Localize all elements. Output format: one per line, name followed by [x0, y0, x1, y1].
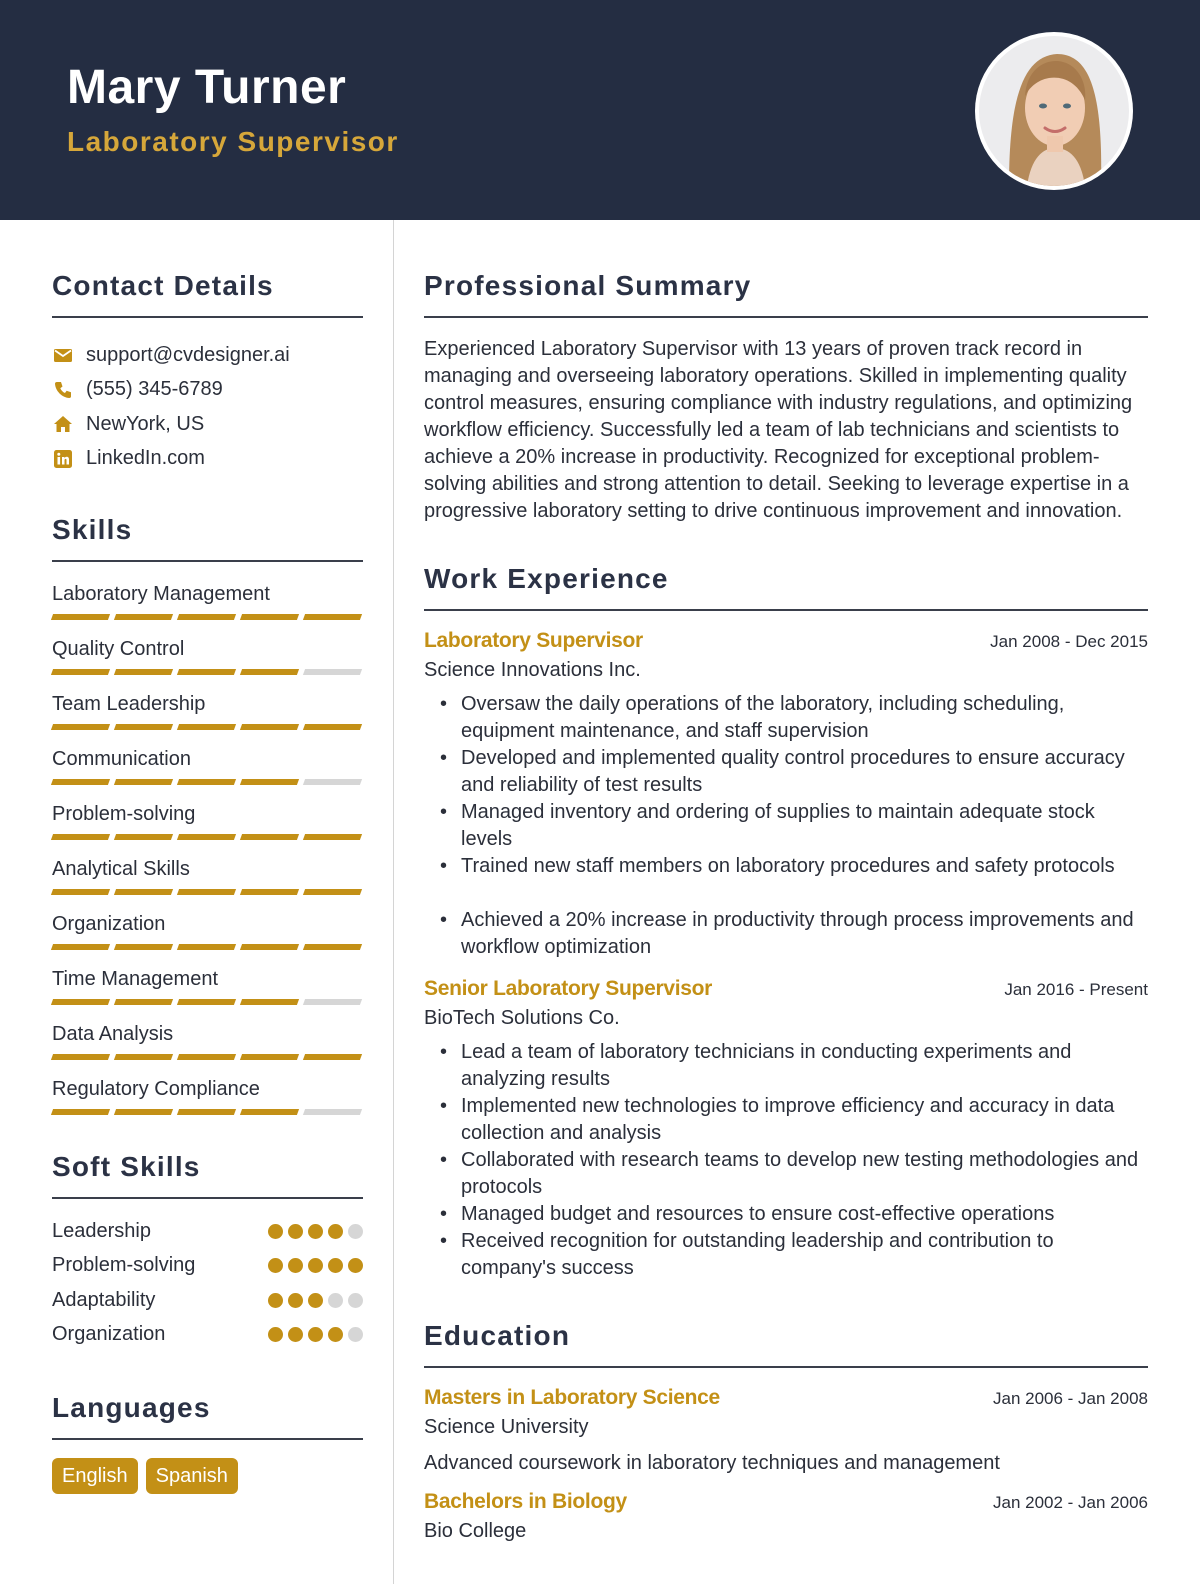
rating-dot [328, 1327, 343, 1342]
soft-skill-rating [268, 1224, 363, 1239]
skill-row [52, 580, 363, 620]
skill-row [52, 800, 363, 840]
avatar [979, 36, 1129, 186]
skill-level-segment [303, 724, 362, 730]
school-name: Bio College [424, 1520, 527, 1542]
job-entry [424, 629, 1148, 961]
skill-level-segment [114, 779, 173, 785]
skill-level-segment [177, 724, 236, 730]
skill-name: Laboratory Management [52, 583, 270, 605]
skill-name: Problem-solving [52, 803, 196, 825]
skill-level-segment [177, 889, 236, 895]
skill-level-segment [303, 779, 362, 785]
profile-photo [975, 32, 1133, 190]
skill-name: Regulatory Compliance [52, 1078, 260, 1100]
job-date: Jan 2016 - Present [1004, 980, 1148, 999]
soft-skill-row [52, 1318, 363, 1353]
skill-level-bars [52, 724, 363, 730]
school-name: Science University [424, 1416, 589, 1438]
left-column [52, 220, 363, 1494]
languages-list [52, 1458, 363, 1494]
job-title: Senior Laboratory Supervisor [424, 977, 713, 1000]
skill-level-bars [52, 944, 363, 950]
skill-level-segment [303, 1054, 362, 1060]
skill-level-segment [51, 1109, 110, 1115]
skill-level-segment [240, 944, 299, 950]
skill-level-bars [52, 1109, 363, 1115]
experience-heading: Work Experience [424, 563, 669, 594]
rating-dot [308, 1293, 323, 1308]
soft-skills-heading: Soft Skills [52, 1151, 201, 1182]
degree-title: Bachelors in Biology [424, 1490, 627, 1513]
job-title: Laboratory Supervisor [424, 629, 643, 652]
skill-level-segment [240, 1109, 299, 1115]
skill-level-segment [177, 944, 236, 950]
skill-level-segment [177, 669, 236, 675]
skill-level-segment [240, 779, 299, 785]
soft-skill-rating [268, 1258, 363, 1273]
rating-dot [268, 1327, 283, 1342]
skill-level-segment [114, 889, 173, 895]
skill-level-segment [114, 1109, 173, 1115]
summary-heading: Professional Summary [424, 270, 752, 301]
candidate-role: Laboratory Supervisor [67, 126, 399, 157]
list-item: • Received recognition for outstanding leadership and contribution to company's success [424, 1228, 1148, 1282]
skill-level-segment [177, 779, 236, 785]
rating-dot [308, 1258, 323, 1273]
skill-level-segment [51, 779, 110, 785]
skill-row [52, 910, 363, 950]
rating-dot [348, 1224, 363, 1239]
contact-phone-text: (555) 345-6789 [86, 378, 223, 401]
list-item: • Managed budget and resources to ensure cost-effective operations [424, 1201, 1148, 1228]
skill-level-segment [114, 999, 173, 1005]
skill-level-bars [52, 999, 363, 1005]
contact-email-text: support@cvdesigner.ai [86, 343, 290, 366]
skill-level-bars [52, 779, 363, 785]
section-divider [52, 1438, 363, 1440]
candidate-name: Mary Turner [67, 61, 347, 114]
contact-linkedin-text: LinkedIn.com [86, 447, 205, 470]
home-icon [52, 413, 74, 435]
rating-dot [308, 1327, 323, 1342]
list-item: • Implemented new technologies to improve efficiency and accuracy in data collection and analysis [424, 1093, 1148, 1147]
soft-skills-list [52, 1214, 363, 1352]
linkedin-icon [52, 448, 74, 470]
skill-level-segment [114, 1054, 173, 1060]
skill-level-segment [51, 889, 110, 895]
skill-level-segment [240, 724, 299, 730]
list-item: • Trained new staff members on laboratory procedures and safety protocols [424, 853, 1148, 880]
skill-name: Time Management [52, 968, 218, 990]
rating-dot [328, 1224, 343, 1239]
language-tag: English [52, 1458, 138, 1494]
skill-row [52, 965, 363, 1005]
column-divider [393, 220, 394, 1584]
skill-level-segment [240, 834, 299, 840]
skill-level-segment [51, 1054, 110, 1060]
rating-dot [308, 1224, 323, 1239]
job-bullets [424, 691, 1148, 961]
skill-level-segment [303, 669, 362, 675]
skills-heading: Skills [52, 514, 133, 545]
section-divider [52, 560, 363, 562]
skill-level-segment [240, 614, 299, 620]
section-divider [52, 316, 363, 318]
skill-row [52, 1075, 363, 1115]
skill-name: Analytical Skills [52, 858, 190, 880]
job-date: Jan 2008 - Dec 2015 [990, 632, 1148, 651]
rating-dot [328, 1293, 343, 1308]
skill-level-segment [240, 889, 299, 895]
skill-level-segment [114, 669, 173, 675]
skill-level-segment [303, 1109, 362, 1115]
skill-level-segment [240, 999, 299, 1005]
skill-level-segment [303, 944, 362, 950]
contact-linkedin[interactable] [52, 442, 363, 477]
skill-level-segment [51, 724, 110, 730]
skill-level-segment [303, 614, 362, 620]
soft-skill-rating [268, 1293, 363, 1308]
education-description: Advanced coursework in laboratory techniques and management [424, 1452, 1000, 1474]
skill-level-segment [303, 834, 362, 840]
rating-dot [288, 1327, 303, 1342]
languages-heading: Languages [52, 1392, 211, 1423]
education-entry [424, 1490, 1148, 1544]
soft-skill-row [52, 1283, 363, 1318]
contact-email[interactable] [52, 338, 363, 373]
skill-name: Team Leadership [52, 693, 206, 715]
skill-level-bars [52, 669, 363, 675]
skill-level-bars [52, 614, 363, 620]
education-date: Jan 2006 - Jan 2008 [992, 1389, 1148, 1408]
rating-dot [348, 1258, 363, 1273]
skill-level-segment [51, 944, 110, 950]
rating-dot [268, 1224, 283, 1239]
contact-phone[interactable] [52, 373, 363, 408]
degree-title: Masters in Laboratory Science [424, 1386, 720, 1409]
soft-skill-name: Leadership [52, 1219, 151, 1242]
resume-header [0, 0, 1200, 220]
soft-skill-name: Adaptability [52, 1288, 156, 1311]
skill-level-segment [240, 669, 299, 675]
skill-name: Organization [52, 913, 166, 935]
list-item: • Managed inventory and ordering of supplies to maintain adequate stock levels [424, 799, 1148, 853]
skill-level-segment [51, 669, 110, 675]
rating-dot [288, 1258, 303, 1273]
section-divider [424, 316, 1148, 318]
soft-skill-name: Problem-solving [52, 1254, 196, 1277]
soft-skill-row [52, 1249, 363, 1284]
company-name: Science Innovations Inc. [424, 659, 641, 681]
skills-list [52, 580, 363, 1115]
phone-icon [52, 379, 74, 401]
soft-skill-rating [268, 1327, 363, 1342]
list-item: • Achieved a 20% increase in productivity through process improvements and workflow optimization [424, 907, 1148, 961]
skill-level-segment [51, 834, 110, 840]
skill-level-segment [303, 999, 362, 1005]
skill-row [52, 855, 363, 895]
skill-level-segment [51, 999, 110, 1005]
skill-row [52, 745, 363, 785]
rating-dot [268, 1293, 283, 1308]
skill-level-bars [52, 834, 363, 840]
skill-level-segment [303, 889, 362, 895]
soft-skill-name: Organization [52, 1323, 166, 1346]
section-divider [424, 1366, 1148, 1368]
education-entry [424, 1386, 1148, 1476]
rating-dot [288, 1293, 303, 1308]
list-item: • Lead a team of laboratory technicians in conducting experiments and analyzing results [424, 1039, 1148, 1093]
rating-dot [348, 1293, 363, 1308]
skill-level-segment [177, 1054, 236, 1060]
contact-location [52, 407, 363, 442]
rating-dot [288, 1224, 303, 1239]
section-divider [52, 1197, 363, 1199]
skill-level-segment [240, 1054, 299, 1060]
right-column [424, 220, 1148, 1544]
summary-text: Experienced Laboratory Supervisor with 13 years of proven track record in managing and overseeing laboratory operations. Skilled in implementing quality control measures, ensuring compliance with industry regulations, and optimizing workflow efficiency. Successfully led a team of lab technicians and scientists to achieve a 20% increase in productivity. Recognized for exceptional problem-solving abilities and strong attention to detail. Seeking to leverage expertise in a progressive laboratory setting to drive continuous improvement and innovation. [424, 338, 1133, 522]
skill-level-bars [52, 1054, 363, 1060]
skill-level-segment [177, 1109, 236, 1115]
job-bullets [424, 1039, 1148, 1282]
education-date: Jan 2002 - Jan 2006 [992, 1493, 1148, 1512]
skill-name: Communication [52, 748, 191, 770]
company-name: BioTech Solutions Co. [424, 1007, 620, 1029]
skill-level-segment [114, 944, 173, 950]
skill-level-segment [114, 724, 173, 730]
contact-heading: Contact Details [52, 270, 274, 301]
job-entry [424, 977, 1148, 1282]
rating-dot [268, 1258, 283, 1273]
skill-row [52, 690, 363, 730]
rating-dot [348, 1327, 363, 1342]
skill-level-bars [52, 889, 363, 895]
skill-row [52, 1020, 363, 1060]
education-heading: Education [424, 1320, 571, 1351]
envelope-icon [52, 344, 74, 366]
list-item: • Oversaw the daily operations of the laboratory, including scheduling, equipment maintenance, and staff supervision [424, 691, 1148, 745]
list-item: • Developed and implemented quality control procedures to ensure accuracy and reliability of test results [424, 745, 1148, 799]
skill-row [52, 635, 363, 675]
skill-name: Data Analysis [52, 1023, 174, 1045]
rating-dot [328, 1258, 343, 1273]
skill-name: Quality Control [52, 638, 185, 660]
language-tag: Spanish [146, 1458, 238, 1494]
skill-level-segment [177, 999, 236, 1005]
skill-level-segment [177, 614, 236, 620]
list-item: • Collaborated with research teams to develop new testing methodologies and protocols [424, 1147, 1148, 1201]
skill-level-segment [51, 614, 110, 620]
contact-location-text: NewYork, US [86, 412, 205, 435]
soft-skill-row [52, 1214, 363, 1249]
skill-level-segment [114, 834, 173, 840]
section-divider [424, 609, 1148, 611]
skill-level-segment [114, 614, 173, 620]
skill-level-segment [177, 834, 236, 840]
